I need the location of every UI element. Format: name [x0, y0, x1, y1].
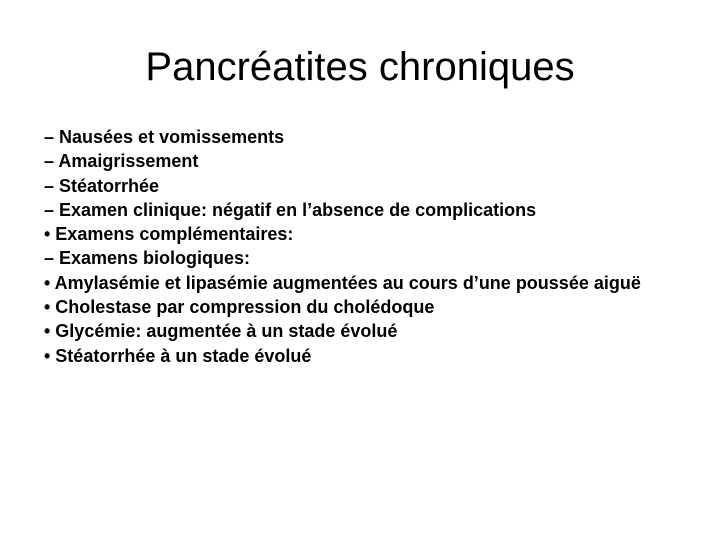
- list-item: • Examens complémentaires:: [44, 224, 294, 245]
- list-item: • Cholestase par compression du cholédoque: [44, 297, 435, 318]
- list-item: • Glycémie: augmentée à un stade évolué: [44, 321, 398, 342]
- list-item: – Examen clinique: négatif en l’absence de complications: [44, 199, 537, 220]
- list-item: – Amaigrissement: [44, 151, 199, 172]
- list-item: • Stéatorrhée à un stade évolué: [44, 345, 312, 366]
- list-item: • Amylasémie et lipasémie augmentées au cours d’une poussée aiguë: [44, 272, 641, 293]
- list-item: – Nausées et vomissements: [44, 127, 285, 147]
- list-item: – Examens biologiques:: [44, 248, 251, 269]
- slide-title: Pancréatites chroniques: [145, 45, 575, 89]
- list-item: – Stéatorrhée: [44, 175, 160, 196]
- slide-body-list: [44, 125, 680, 368]
